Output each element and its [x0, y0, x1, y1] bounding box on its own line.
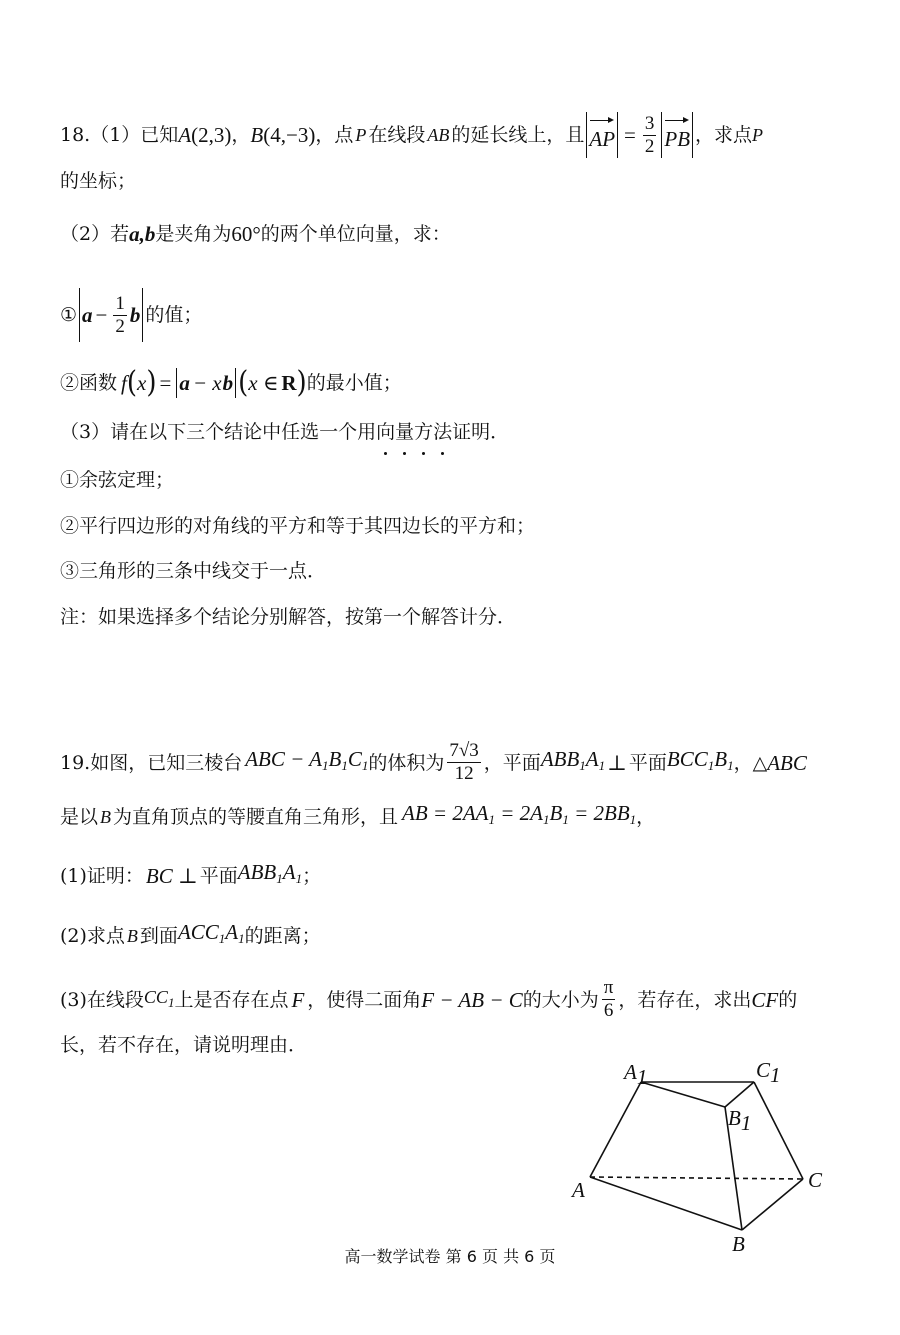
q18-text: ②函数	[60, 372, 118, 394]
length-relation: AB = $2AA_1 = 2A_1B_1 = 2BB_1$	[402, 801, 637, 827]
q18-text: ③三角形的三条中线交于一点．	[60, 560, 327, 582]
equals-sign: =	[159, 371, 172, 395]
frac-num: 1	[115, 292, 125, 314]
dotted-char: 法	[433, 417, 452, 447]
q19-text: (3)在线段	[60, 988, 144, 1011]
subscript: 1	[707, 758, 715, 773]
minus-x: − x	[192, 371, 222, 395]
frustum-text: ABC − A	[245, 747, 322, 771]
angle-60: 60°	[231, 222, 261, 246]
q18-text: 18.（1）已知	[60, 124, 179, 146]
plane-acc1a1: $ACC_1A_1$	[177, 920, 245, 946]
paren: (	[238, 365, 249, 401]
point-p: P	[752, 125, 764, 145]
q19-line-1	[60, 740, 807, 785]
var-x: x	[137, 371, 147, 395]
label-b: B	[732, 1232, 745, 1255]
label-c1: C1	[756, 1058, 781, 1087]
subscript: 1	[238, 931, 245, 946]
vector-b: b	[129, 303, 141, 327]
q18-text: 的坐标；	[60, 170, 137, 192]
q19-text: (2)求点	[60, 924, 125, 947]
q18-text: 的延长线上，且	[451, 124, 585, 146]
segment-cc1	[144, 982, 175, 1018]
frustum-figure	[560, 1055, 840, 1255]
plane-bcc1b1: $BCC_1B_1$	[666, 747, 734, 773]
q18-text: 注：如果选择多个结论分别解答，按第一个解答计分．	[60, 606, 517, 628]
q19-text: 的距离；	[244, 924, 321, 947]
equals-sign: =	[624, 123, 636, 147]
plane-abb1a1: $ABB_1A_1$	[237, 860, 303, 886]
abs-bar	[79, 288, 80, 342]
q18-text: ，点	[315, 124, 354, 146]
subscript: 1	[579, 758, 586, 773]
relation-text: = 2BB	[574, 801, 630, 825]
q18-text: 证明．	[452, 421, 510, 443]
q19-text: 到面	[139, 924, 178, 947]
frac-den: 6	[603, 1000, 614, 1021]
subscript: 1	[488, 812, 496, 827]
q18-text: 在线段	[368, 124, 426, 146]
q18-line-5	[60, 365, 402, 401]
q18-line-6	[60, 417, 509, 447]
emphasis-dotted	[376, 417, 452, 447]
subscript: 1	[543, 812, 550, 827]
q19-text: ，使得二面角	[307, 988, 422, 1011]
subscript: 1	[629, 812, 637, 827]
point-b-coord: (4,−3)	[263, 123, 316, 147]
q19-text: 上是否存在点	[174, 988, 289, 1011]
q18-line-9	[60, 556, 326, 586]
subscript: 1	[341, 758, 348, 773]
label-c: C	[808, 1168, 823, 1192]
plane-text: ABB	[237, 860, 277, 884]
point-b: B	[126, 925, 138, 946]
frac-den: 2	[115, 315, 125, 337]
q19-part-1	[60, 857, 321, 894]
abs-bar	[235, 368, 236, 398]
subscript: 1	[322, 758, 329, 773]
label-a: A	[572, 1178, 585, 1202]
plane-text: ABB	[540, 747, 580, 771]
vector-a: a	[179, 371, 190, 395]
plane-text: ACC	[177, 920, 219, 944]
relation-text: AB = 2AA	[402, 801, 489, 825]
q19-text: 的	[778, 988, 798, 1011]
subscript: 1	[276, 871, 283, 886]
dotted-char: 方	[414, 417, 433, 447]
q18-text: ①余弦定理；	[60, 469, 175, 491]
relation-text: = 2A	[500, 801, 544, 825]
label-b1: B1	[728, 1106, 752, 1135]
frac-den: 2	[644, 135, 655, 157]
q19-text: 的大小为	[522, 988, 599, 1011]
minus-sign: −	[95, 303, 108, 327]
edge-b1c1	[725, 1082, 754, 1107]
q19-text: ，平面	[483, 751, 541, 774]
q18-text: 的值；	[145, 304, 203, 326]
q18-text: 是夹角为	[155, 223, 232, 245]
q18-text: 的最小值；	[306, 372, 402, 394]
fraction-one-half	[113, 293, 127, 338]
q19-text: ，△	[733, 751, 768, 774]
subscript: 1	[727, 758, 734, 773]
q19-text: ；	[302, 864, 322, 887]
q19-text: ，若存在，求出	[618, 988, 752, 1011]
q19-part-2	[60, 917, 321, 954]
q19-text: ，	[636, 805, 656, 828]
q19-text: 19.如图，已知三棱台	[60, 751, 243, 774]
q18-line-8	[60, 511, 535, 541]
subscript: 1	[167, 994, 175, 1010]
edge-bc	[742, 1179, 803, 1230]
x-in: x ∈	[248, 371, 279, 395]
q18-text: 的两个单位向量，求：	[260, 223, 451, 245]
q18-line-2	[60, 166, 136, 196]
vector-pb: PB	[664, 116, 690, 154]
abs-bar	[692, 112, 693, 158]
vector-ap: AP	[589, 116, 615, 154]
point-b: B	[100, 806, 112, 827]
q19-text: 的体积为	[368, 751, 445, 774]
subscript: 1	[361, 758, 369, 773]
abs-bar	[176, 368, 177, 398]
plane-abb1a1: $ABB_1A_1$	[540, 747, 606, 773]
frac-num: π	[603, 977, 614, 998]
vector-a: a	[82, 303, 93, 327]
abs-bar	[617, 112, 618, 158]
dotted-char: 向	[376, 417, 395, 447]
edge-cc1	[754, 1082, 803, 1179]
segment-text: CC	[143, 986, 168, 1007]
q18-text: ②平行四边形的对角线的平方和等于其四边长的平方和；	[60, 515, 536, 537]
subscript: 1	[218, 931, 226, 946]
point-f: F	[291, 987, 305, 1012]
subscript: 1	[295, 871, 303, 886]
edge-ab	[590, 1177, 742, 1230]
subscript: 1	[562, 812, 569, 827]
edge-aa1	[590, 1082, 641, 1177]
volume-fraction	[447, 740, 480, 785]
q19-text: 长，若不存在，请说明理由．	[60, 1034, 308, 1056]
q19-part-3-cont	[60, 1030, 307, 1060]
page-footer: 高一数学试卷 第 6 页 共 6 页	[344, 1247, 556, 1266]
point-a: A	[178, 123, 192, 147]
circled-one: ①	[60, 304, 78, 326]
q19-text: 为直角顶点的等腰直角三角形，且	[113, 805, 399, 828]
segment-ab: AB	[427, 125, 450, 145]
point-a-coord: (2,3)	[191, 123, 232, 147]
label-a1: A1	[624, 1060, 648, 1089]
triangle-abc: ABC	[767, 750, 807, 775]
frac-num: 7√3	[449, 740, 479, 761]
abs-bar	[661, 112, 662, 158]
bc-perp: BC ⊥	[145, 863, 198, 888]
q19-part-3	[60, 977, 797, 1022]
q19-line-2	[60, 798, 655, 835]
point-b: B	[250, 123, 264, 147]
reals-r: R	[281, 371, 297, 395]
q18-line-10	[60, 602, 516, 632]
frac-num: 3	[644, 112, 655, 134]
dihedral-angle: F − AB − C	[421, 987, 523, 1012]
paren: )	[146, 365, 157, 401]
paren: )	[296, 365, 307, 401]
q18-text: （2）若	[60, 223, 130, 245]
frustum-name: ABC − $A_1B_1C_1$	[245, 747, 369, 773]
abs-bar	[142, 288, 143, 342]
q19-text: 平面	[199, 864, 238, 887]
q18-line-7	[60, 465, 174, 495]
q19-text: 平面	[628, 751, 667, 774]
q18-text: ，求点	[695, 124, 753, 146]
vector-b: b	[222, 371, 234, 395]
segment-cf: CF	[751, 987, 779, 1012]
q19-text: (1)证明：	[60, 864, 144, 887]
vectors-ab: a,b	[129, 222, 156, 246]
q18-line-4	[60, 288, 202, 342]
perp-sign: ⊥	[607, 750, 627, 775]
q18-text: （3）请在以下三个结论中任选一个用	[60, 421, 377, 443]
dotted-char: 量	[395, 417, 414, 447]
q18-line-1	[60, 112, 763, 158]
func-f: f	[121, 371, 127, 395]
plane-text: BCC	[666, 747, 708, 771]
paren: (	[126, 365, 138, 401]
q18-text: ，	[231, 124, 251, 146]
fraction-three-halves	[643, 113, 657, 158]
q18-line-3	[60, 219, 451, 249]
subscript: 1	[598, 758, 606, 773]
fraction-pi-sixth	[602, 977, 616, 1022]
edge-ac-hidden	[590, 1177, 803, 1179]
q19-text: 是以	[60, 805, 99, 828]
frac-den: 12	[454, 763, 474, 784]
point-p: P	[355, 125, 367, 145]
edge-a1b1	[641, 1082, 725, 1107]
abs-bar	[586, 112, 587, 158]
